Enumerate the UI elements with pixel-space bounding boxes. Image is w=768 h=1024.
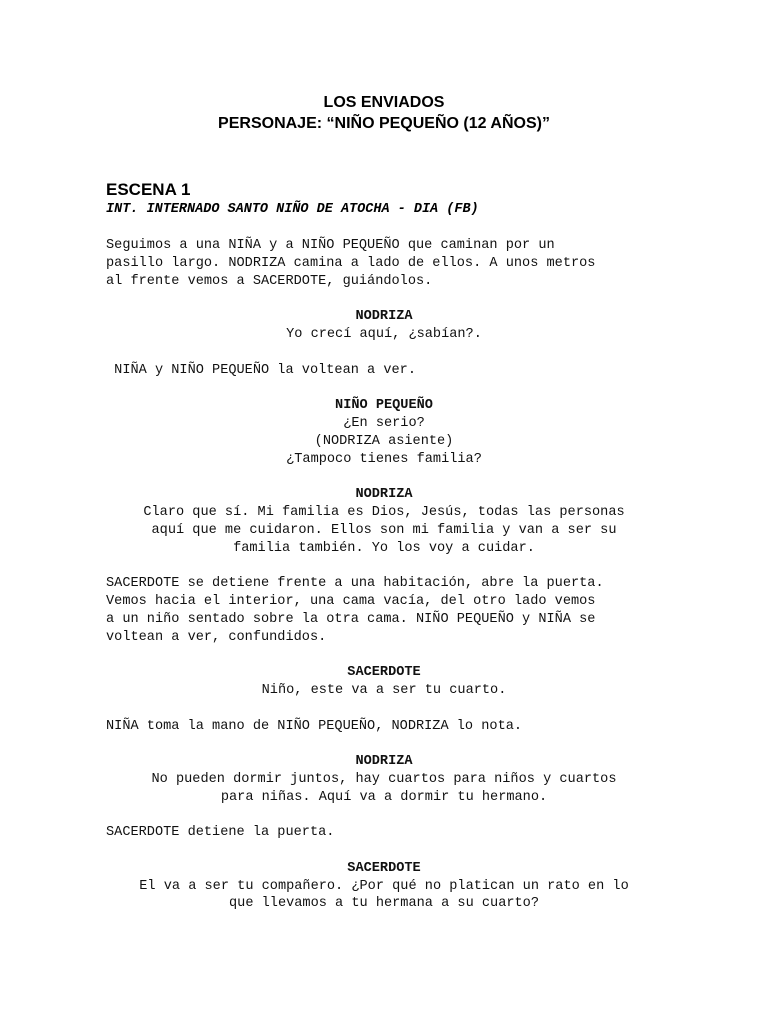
dialogue-block — [106, 326, 662, 344]
dialogue-line: No pueden dormir juntos, hay cuartos para niños y cuartos — [151, 771, 617, 787]
document-subtitle: PERSONAJE: “NIÑO PEQUEÑO (12 AÑOS)” — [218, 115, 550, 132]
document-title: LOS ENVIADOS — [323, 94, 445, 111]
block-spacer — [106, 468, 662, 486]
block-spacer — [106, 700, 662, 718]
action-paragraph — [106, 718, 662, 736]
action-paragraph — [106, 362, 662, 380]
dialogue-line: aquí que me cuidaron. Ellos son mi familia y van a ser su — [151, 522, 617, 538]
block-spacer — [106, 379, 662, 397]
action-line: NIÑA toma la mano de NIÑO PEQUEÑO, NODRIZA lo nota. — [106, 718, 523, 734]
action-line: al frente vemos a SACERDOTE, guiándolos. — [106, 273, 433, 289]
dialogue-line: Niño, este va a ser tu cuarto. — [261, 682, 507, 698]
character-cue: NODRIZA — [355, 309, 413, 325]
dialogue-block — [106, 504, 662, 557]
dialogue-block — [106, 415, 662, 468]
action-paragraph — [106, 575, 662, 646]
title-block — [0, 92, 768, 134]
block-spacer — [106, 842, 662, 860]
action-line: SACERDOTE detiene la puerta. — [106, 825, 335, 841]
block-spacer — [106, 807, 662, 825]
scene-heading: ESCENA 1 — [106, 180, 191, 199]
action-paragraph — [106, 824, 662, 842]
dialogue-line: que llevamos a tu hermana a su cuarto? — [229, 896, 539, 912]
action-line: voltean a ver, confundidos. — [106, 629, 327, 645]
dialogue-line: ¿Tampoco tienes familia? — [286, 451, 482, 467]
dialogue-line: Yo crecí aquí, ¿sabían?. — [286, 326, 482, 342]
dialogue-line: El va a ser tu compañero. ¿Por qué no platican un rato en lo — [139, 878, 629, 894]
script-body — [106, 237, 662, 913]
parenthetical: (NODRIZA asiente) — [314, 433, 454, 449]
action-line: pasillo largo. NODRIZA camina a lado de ellos. A unos metros — [106, 255, 596, 271]
dialogue-line: familia también. Yo los voy a cuidar. — [233, 540, 535, 556]
slugline: INT. INTERNADO SANTO NIÑO DE ATOCHA - DIA (FB) — [106, 202, 479, 217]
character-cue: NODRIZA — [355, 487, 413, 503]
block-spacer — [106, 735, 662, 753]
block-spacer — [106, 646, 662, 664]
block-spacer — [106, 557, 662, 575]
action-line: Vemos hacia el interior, una cama vacía, del otro lado vemos — [106, 593, 596, 609]
character-cue: NODRIZA — [355, 754, 413, 770]
character-cue: SACERDOTE — [347, 665, 421, 681]
action-paragraph — [106, 237, 662, 290]
dialogue-block — [106, 771, 662, 807]
action-line: NIÑA y NIÑO PEQUEÑO la voltean a ver. — [106, 362, 416, 378]
action-line: Seguimos a una NIÑA y a NIÑO PEQUEÑO que caminan por un — [106, 238, 555, 253]
block-spacer — [106, 290, 662, 308]
dialogue-line: para niñas. Aquí va a dormir tu hermano. — [220, 789, 548, 805]
action-line: a un niño sentado sobre la otra cama. NIÑO PEQUEÑO y NIÑA se — [106, 611, 596, 627]
dialogue-block — [106, 682, 662, 700]
dialogue-line: ¿En serio? — [343, 415, 425, 431]
character-cue: NIÑO PEQUEÑO — [335, 398, 433, 414]
dialogue-block — [106, 878, 662, 914]
action-line: SACERDOTE se detiene frente a una habitación, abre la puerta. — [106, 576, 604, 592]
character-cue: SACERDOTE — [347, 860, 421, 876]
block-spacer — [106, 344, 662, 362]
dialogue-line: Claro que sí. Mi familia es Dios, Jesús, todas las personas — [143, 504, 625, 520]
